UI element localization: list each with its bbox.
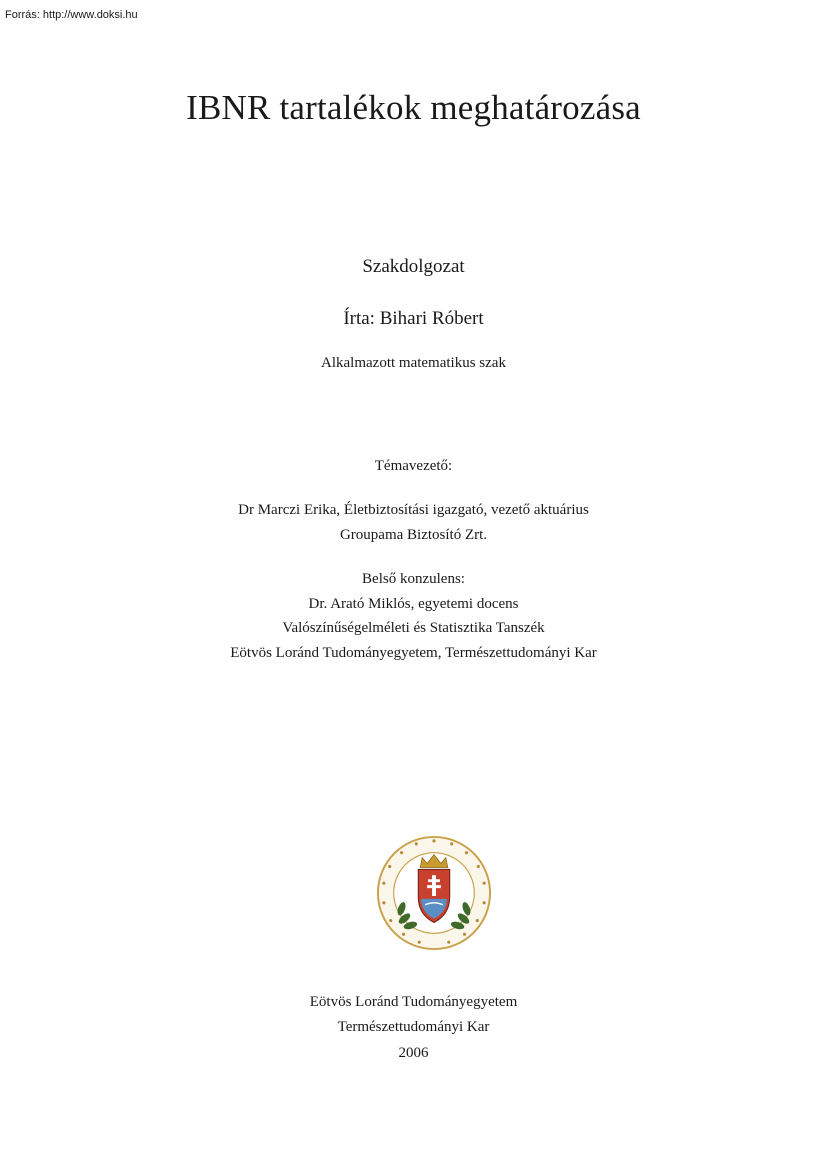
consultant-org: Eötvös Loránd Tudományegyetem, Természettudományi Kar [230, 645, 597, 661]
document-title: IBNR tartalékok meghatározása [186, 88, 641, 127]
program-line: Alkalmazott matematikus szak [321, 355, 506, 371]
consultant-name: Dr. Arató Miklós, egyetemi docens [308, 596, 519, 612]
supervisor-name: Dr Marczi Erika, Életbiztosítási igazgató, vezető aktuárius [238, 502, 589, 518]
supervisor-heading: Témavezető: [374, 458, 453, 474]
consultant-heading: Belső konzulens: [362, 571, 465, 587]
source-line: Forrás: http://www.doksi.hu [5, 9, 138, 21]
consultant-dept: Valószínűségelméleti és Statisztika Tanszék [282, 620, 545, 636]
supervisor-org: Groupama Biztosító Zrt. [339, 527, 488, 543]
footer-year: 2006 [398, 1045, 429, 1061]
footer-faculty: Természettudományi Kar [337, 1019, 490, 1035]
university-seal-icon [375, 834, 493, 952]
author-line: Írta: Bihari Róbert [343, 308, 484, 329]
footer-university: Eötvös Loránd Tudományegyetem [309, 994, 518, 1010]
document-type: Szakdolgozat [362, 256, 465, 277]
